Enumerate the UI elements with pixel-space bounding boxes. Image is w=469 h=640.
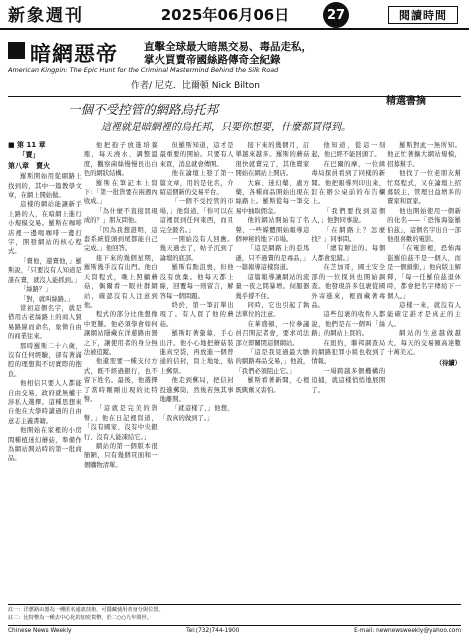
article-body [8,141,461,606]
divider [8,96,461,97]
page-number: 27 [323,2,349,28]
paragraph: 這些包裹的收件人都說，他們是在一個叫「絲路」的網站上買的。 [311,311,386,338]
text-column [8,141,82,606]
article-title: 暗網惡帝 [30,41,118,66]
paragraph: 「就這樣了，」他想，「我真的做到了。」 [159,405,234,422]
paragraph: 羅斯有點沮喪，但他沒有放棄。他每天都上線，回覆每一則留言，解答每一個問題。 [159,264,234,300]
paragraph: 他知道，從這一刻起，他已經不能回頭了。 [311,142,386,159]
paragraph: 同時，它也引起了執法單位的注意。 [235,301,310,319]
paragraph: 他的網站開始有了名聲，一些媒體開始報導這個神秘的地下市場。 [235,217,310,244]
paragraph: 「為什麼不直接買現成的？」朋友問他。 [83,207,158,225]
paragraph: 接下來的幾個月，訂單越來越多。羅斯的蘑菇很快就賣完了，其他賣家開始在網站上開店。 [235,142,310,178]
pull-quote: 一個不受控管的網路烏托邦 [68,102,219,117]
page-footer [8,625,461,637]
footnotes [8,604,461,622]
paragraph: 「一個不受控管的市場，」他寫道，「你可以在這裡買到任何東西，而且完全匿名。」 [159,198,234,234]
paragraph: 「這是我見過最大膽的網路毒品交易，」他說，「我們必須阻止它。」 [235,348,310,375]
continued-note: （待續） [435,360,461,368]
paragraph: 網站的生意越做越大，每天的交易額高達數十萬美元。 [387,330,461,356]
text-column [160,141,234,606]
paragraph: 他開始在家裡的小房間種植迷幻蘑菇，準備作為網站開站時的第一批商品。 [8,427,82,463]
publication-logo: 新象週刊 [8,5,84,26]
paragraph: 羅斯在筆記本上寫下：「第一批貨要在兩週內收成。」 [83,179,158,206]
article-title-block [8,38,461,136]
article-subtitle [144,41,312,67]
section-heading: 「賣」 [8,151,40,160]
paragraph: 程式的部分比他想像中更難。他必須學會如何讓網站隱藏在洋蔥路由器之下，讓使用者的身分無法被追蹤。 [83,311,158,356]
paragraph: 大麻、迷幻藥、處方藥，各種商品開始出現在絲路上。羅斯從每一筆交易中抽取佣金。 [235,179,310,215]
issue-date: 2025年06月06日 [160,6,290,24]
text-column [387,141,461,606]
paragraph: 他把孢子放進培養瓶，每天澆水、調整溫度，觀察菌絲慢慢長出白色的網狀結構。 [83,142,158,178]
subtitle-line-1: 直擊全球最大暗黑交易、毒品走私， [144,41,312,53]
paragraph: 「我們要找到這個人，」他對同事說。 [311,207,386,225]
footnote: 註一：洋蔥路由器為一種匿名通訊技術，可隱藏使用者身分與位置。 [8,607,164,613]
paragraph: 一場跨越多個機構的追捕，就這樣悄悄地展開了。 [311,367,386,394]
footer-publication: Chinese News Weekly [8,628,72,634]
footer-email[interactable]: E-mail: newnewsweekly@yahoo.com [354,628,461,634]
text-column [235,141,309,606]
paragraph: 「這就是完美的貨幣，」他在日記裡寫道，「沒有國家、沒有中央銀行、沒有人能凍結它。」 [83,405,158,441]
paragraph: 他找了一位老朋友幫忙寫程式，又在論壇上招募版主，管理日益增多的賣家和買家。 [387,170,461,206]
paragraph: 「總有辦法的。每個人都會犯錯。」 [311,245,386,262]
section-label: 閱讀時間 [388,6,458,24]
paragraph: 網站的第一個版本很簡陋，只有幾個頁面和一個購物清單。 [83,443,158,469]
pull-quote-sub: 這裡就是暗網裡的烏托邦，只要你想要，什麼都買得到。 [101,122,351,133]
paragraph: 「在電影裡，恐怖海盜羅伯茲不是一個人，而是一個頭銜，」他向版主解釋，「每一任羅伯茲退休時，都會把名字傳給下一個人。」 [387,245,461,300]
footer-phone: Tel:(732)744-1900 [186,628,240,634]
square-bullet-icon [8,42,25,59]
text-column [84,141,158,606]
text-column [311,141,385,606]
paragraph: 羅斯對此一無所知。他正忙著擴大網站規模，招募幫手。 [387,142,461,168]
paragraph: 終於，第一筆訂單出現了。有人買了他的蘑菇。 [159,301,234,328]
subtitle-line-2: 掌火買賣帝國絲路傳奇全紀錄 [144,54,281,66]
article-author: 作者/ 尼克．比爾頓 Nick Bilton [131,81,260,91]
paragraph: 這樣的網站能讓新手上路的人，在暗網上進行小規模交易。羅斯在咖啡店裡一邊喝咖啡一邊打字，開發網站的核心程式。 [8,201,82,256]
paragraph: 當初這個名字，就是借用古老絲路上的商人貿易路線而命名，象徵自由的商業往來。 [8,304,82,341]
paragraph: 那時羅斯二十六歲，沒有任何經驗，卻有著滿腔的理想與不切實際的抱負。 [8,342,82,378]
paragraph: 在芝加哥，國土安全部的一位探員也開始調查。他發現許多包裹從國外寄進來，裡面藏著毒品。 [311,264,386,309]
paragraph: 在華盛頓，一位參議員召開記者會，要求司法部立即關閉這個網站。 [235,320,310,347]
paragraph: 「在網路上？怎麼找？」同事問。 [311,226,386,244]
paragraph: 羅斯盯著螢幕，手心出汗。他小心地把蘑菇裝進真空袋，再放進一個普通的信封，寫上地址，貼上郵票。 [159,330,234,375]
paragraph: 他在論壇上發了第一篇文章，用的是化名，介紹這個新的交易平台。 [159,170,234,197]
paragraph: 羅斯開始用從網路上找到的，其中一篇教學文章，在網上開始做。 [8,173,82,200]
english-title: American Kingpin: The Epic Hunt for the Criminal Mastermind Behind the Silk Road [8,66,279,74]
paragraph: 「賣他，還賣他，」羅斯說，「只要沒有人知道是誰在賣，就沒人能抓到。」 [8,257,82,284]
excerpt-label: 精選書摘 [386,96,426,107]
paragraph: 「對，就叫絲路。」 [20,295,74,303]
paragraph: 他走到郵局，把信封投進郵筒，然後若無其事地離開。 [159,377,234,403]
paragraph: 在紐約，聯邦調查局的網路犯罪小組也收到了情報。 [311,339,386,366]
paragraph: 「這是網路上的亞馬遜，只不過賣的是毒品，」一篇報導這樣寫道。 [235,245,310,272]
paragraph: 一開始沒有人回應。幾天過去了，帖子沉到了論壇的底部。 [159,236,234,262]
paragraph: 接下來的幾個星期，羅斯幾乎沒有出門。他白天寫程式，晚上照顧蘑菇，偶爾看一眼社群網站，確認沒有人注意到他。 [83,254,158,309]
paragraph: 他相信只要人人都能自由交易，政府就無權干涉私人選擇。這種思想來自他在大學時讀過的自由意志主義書籍。 [8,380,82,425]
paragraph: 「絲路？」 [20,286,52,294]
paragraph: 在巴爾的摩，一位緝毒局探員看到了同樣的新聞。他把報導列印出來，釘在辦公桌前的布告欄上。 [311,160,386,206]
footnote: 註二：比特幣為一種去中心化的加密貨幣，於二○○九年問世。 [8,615,152,621]
paragraph: 但羅斯知道，這才是最重要的開始。只要有人來買，消息就會傳開。 [159,142,234,168]
paragraph: 他還需要一種支付方式，既不經過銀行，也不留下姓名。最後，他選擇了當時剛剛出現的比特幣。 [83,358,158,403]
paragraph: 他也開始使用一個新的化名——「恐怖海盜羅伯茲」，這個名字出自一部他很喜歡的電影。 [387,207,461,244]
page-header [0,0,469,30]
section-heading: ■ 第 11 章 [8,141,46,149]
paragraph: 「因為我想證明，這套系統從頭到尾都能自己完成。」他回答。 [83,226,158,253]
paragraph: 這篇報導讓網站的流量一夜之間暴增。伺服器幾乎撐不住。 [235,273,310,300]
paragraph: 這樣一來，就沒有人能確定誰才是真正的主人。 [387,301,461,328]
section-heading: 第八章 賣火 [8,161,50,170]
paragraph: 羅斯看著新聞，心裡既興奮又害怕。 [235,377,310,394]
